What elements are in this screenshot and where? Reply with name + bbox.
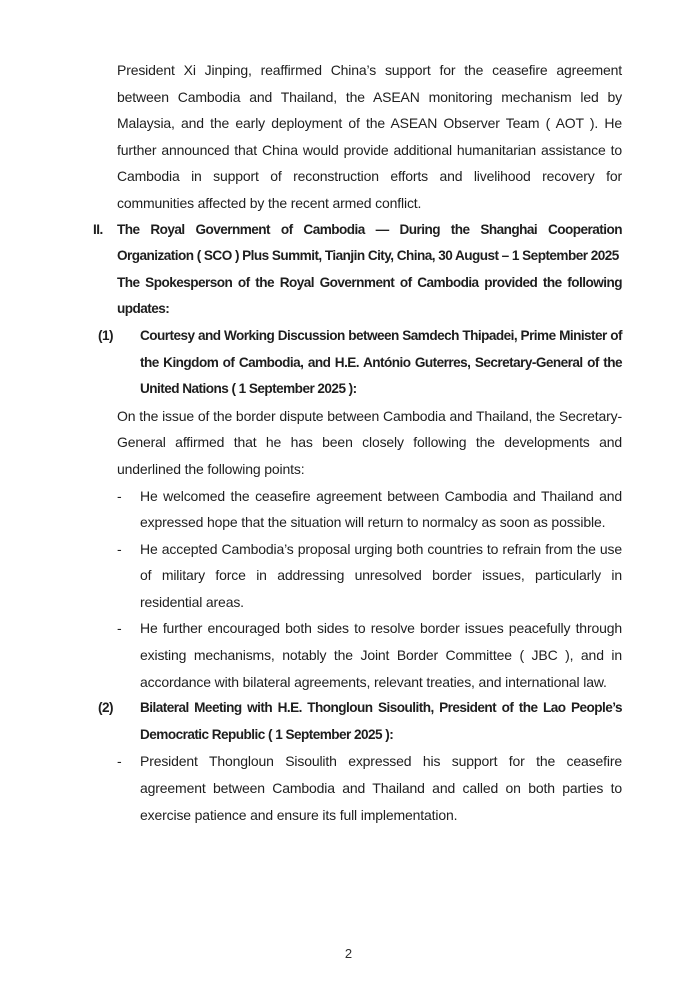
item-1-bullet-2-text: He accepted Cambodia’s proposal urging both countries to refrain from the use of military force in addressing unresolved border issues, particularly in residential areas.	[140, 540, 622, 610]
item-1-marker: (1)	[98, 327, 113, 343]
item-2-bullet-1-text: President Thongloun Sisoulith expressed his support for the ceasefire agreement between Cambodia and Thailand and called on both parties to exercise patience and ensure its full implementation.	[140, 753, 622, 823]
item-1-bullet-1	[117, 483, 622, 536]
item-1-body: On the issue of the border dispute between Cambodia and Thailand, the Secretary-General affirmed that he has been closely following the developments and underlined the following points:	[117, 407, 622, 477]
page-number: 2	[344, 946, 353, 961]
item-1-bullet-2	[117, 536, 622, 616]
item-2-heading-row	[98, 695, 622, 748]
item-1-heading-row	[98, 323, 622, 403]
section-2-heading-row	[93, 217, 622, 270]
item-2-bullet-1	[117, 748, 622, 828]
section-2-marker: II.	[93, 221, 103, 237]
item-1-bullet-3	[117, 615, 622, 695]
item-1-bullet-1-text: He welcomed the ceasefire agreement between Cambodia and Thailand and expressed hope that the situation will return to normalcy as soon as possible.	[140, 487, 622, 531]
item-2-marker: (2)	[98, 700, 113, 716]
document-body	[93, 57, 622, 828]
bullet-dash-icon: -	[117, 753, 122, 770]
item-2-heading: Bilateral Meeting with H.E. Thongloun Sisoulith, President of the Lao People’s Democratic Republic ( 1 September 2025 ):	[140, 700, 622, 742]
intro-paragraph: President Xi Jinping, reaffirmed China’s support for the ceasefire agreement between Cambodia and Thailand, the ASEAN monitoring mechanism led by Malaysia, and the early deployment of the ASEAN Observer Team ( AOT ). He further announced that China would provide additional humanitarian assistance to Cambodia in support of reconstruction efforts and livelihood recovery for communities affected by the recent armed conflict.	[117, 62, 622, 211]
item-1-bullet-3-text: He further encouraged both sides to resolve border issues peacefully through existing mechanisms, notably the Joint Border Committee ( JBC ), and in accordance with bilateral agreements, relevant treaties, and international law.	[140, 620, 622, 690]
bullet-dash-icon: -	[117, 487, 122, 504]
section-2-heading: The Royal Government of Cambodia — During the Shanghai Cooperation Organization ( SCO ) Plus Summit, Tianjin City, China, 30 August – 1 September 2025	[117, 221, 622, 264]
bullet-dash-icon: -	[117, 540, 122, 557]
section-2-intro: The Spokesperson of the Royal Government of Cambodia provided the following updates:	[117, 274, 622, 317]
bullet-dash-icon: -	[117, 620, 122, 637]
item-1-heading: Courtesy and Working Discussion between Samdech Thipadei, Prime Minister of the Kingdom of Cambodia, and H.E. António Guterres, Secretary-General of the United Nations ( 1 September 2025 ):	[140, 327, 622, 397]
